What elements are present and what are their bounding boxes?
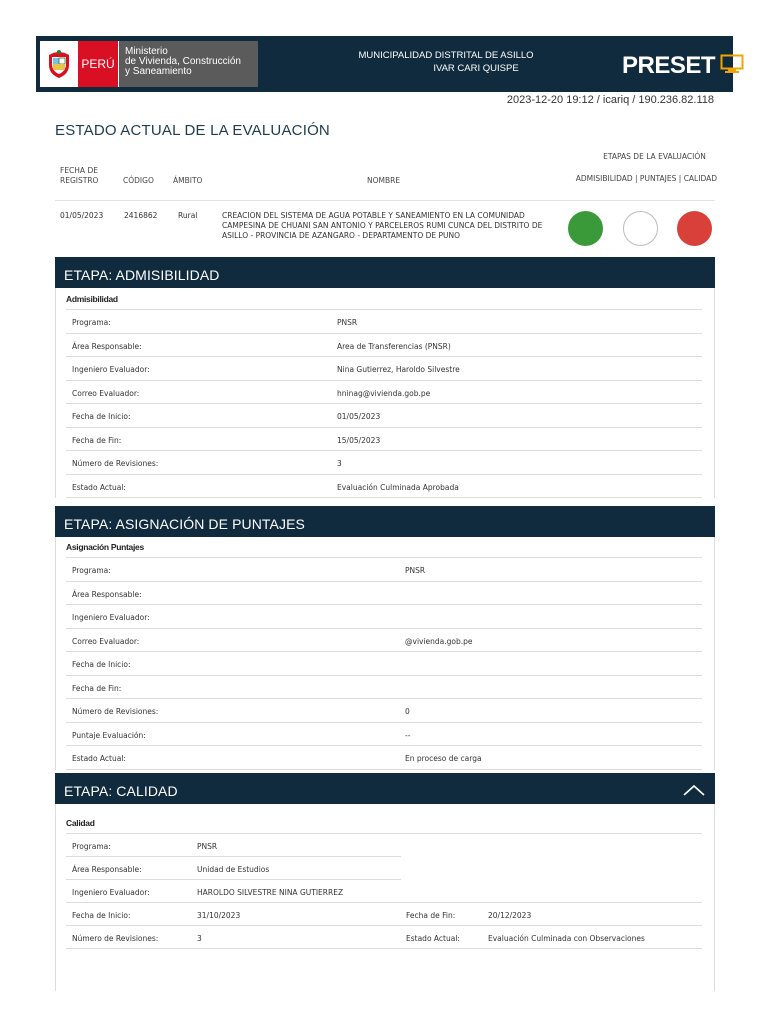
detail-key: Estado Actual: — [72, 482, 126, 492]
detail-value: -- — [405, 730, 411, 740]
col-ambito-header: ÁMBITO — [173, 176, 203, 185]
col-etapas-header: ETAPAS DE LA EVALUACIÓN — [603, 152, 706, 161]
header-user-info — [326, 49, 566, 75]
detail-row — [66, 334, 702, 358]
col-fecha-header — [60, 166, 98, 186]
detail-key: Estado Actual: — [406, 934, 460, 943]
top-header — [36, 36, 733, 92]
detail-key: Ingeniero Evaluador: — [72, 613, 150, 622]
detail-key: Área Responsable: — [72, 341, 142, 351]
ministry-line-2: de Vivienda, Construcción — [125, 56, 241, 67]
detail-row — [66, 357, 702, 381]
stage-calidad-header[interactable] — [55, 773, 715, 804]
detail-key: Número de Revisiones: — [72, 707, 159, 716]
user-name: IVAR CARI QUISPE — [433, 63, 519, 74]
detail-row — [66, 857, 702, 880]
detail-row — [66, 746, 702, 770]
detail-row — [66, 723, 702, 747]
detail-value: HAROLDO SILVESTRE NINA GUTIERREZ — [197, 888, 344, 897]
col-fecha-line1: FECHA DE — [60, 166, 98, 175]
detail-key: Fecha de Fin: — [406, 911, 456, 920]
ministry-logo[interactable] — [40, 41, 258, 87]
row-ambito: Rural — [178, 211, 198, 220]
section-subtitle: Calidad — [66, 818, 702, 834]
municipality-name: MUNICIPALIDAD DISTRITAL DE ASILLO — [358, 50, 534, 61]
detail-row — [66, 475, 702, 499]
detail-value: hninag@vivienda.gob.pe — [337, 388, 431, 398]
row-codigo: 2416862 — [124, 211, 158, 220]
detail-value: PNSR — [197, 842, 218, 851]
detail-key: Número de Revisiones: — [72, 459, 159, 468]
preset-label: PRESET — [622, 51, 716, 79]
row-nombre: CREACION DEL SISTEMA DE AGUA POTABLE Y SANEAMIENTO EN LA COMUNIDAD CAMPESINA DE CHUANI SAN ANTONIO Y PARCELEROS RUMI CUNCA DEL DISTRITO DE ASILLO - PROVINCIA DE AZANGARO - DEPARTAMENTO DE PUNO — [222, 211, 543, 240]
page-title: ESTADO ACTUAL DE LA EVALUACIÓN — [55, 122, 330, 139]
admisibilidad-status-indicator[interactable] — [568, 211, 603, 246]
detail-key: Número de Revisiones: — [72, 934, 159, 943]
stage-title: ETAPA: ASIGNACIÓN DE PUNTAJES — [64, 516, 305, 532]
detail-value: Evaluación Culminada con Observaciones — [488, 934, 645, 943]
detail-row — [66, 699, 702, 723]
detail-key: Programa: — [72, 566, 111, 575]
detail-key: Fecha de Inicio: — [72, 412, 131, 421]
detail-key: Programa: — [72, 318, 111, 327]
detail-key: Fecha de Fin: — [72, 435, 122, 445]
row-fecha: 01/05/2023 — [60, 211, 104, 220]
detail-row — [66, 582, 702, 606]
stage-admisibilidad-header[interactable] — [55, 257, 715, 288]
stage-title: ETAPA: ADMISIBILIDAD — [64, 267, 220, 283]
detail-row — [66, 903, 702, 926]
detail-key: Área Responsable: — [72, 589, 142, 599]
stage-puntajes — [55, 506, 715, 770]
monitor-icon — [720, 53, 744, 81]
ministry-line-3: y Saneamiento — [125, 66, 192, 77]
detail-row — [66, 451, 702, 475]
detail-key: Estado Actual: — [72, 754, 126, 763]
stage-admisibilidad-body — [55, 288, 715, 498]
detail-row — [66, 834, 702, 857]
stage-puntajes-body — [55, 537, 715, 770]
preset-brand[interactable] — [622, 50, 744, 81]
row-divider — [66, 948, 702, 949]
detail-value: PNSR — [337, 318, 358, 327]
detail-value: 31/10/2023 — [197, 911, 241, 920]
detail-value: Nina Gutierrez, Haroldo Silvestre — [337, 365, 460, 374]
peru-shield-icon — [40, 41, 78, 87]
detail-row — [66, 381, 702, 405]
detail-key: Fecha de Inicio: — [72, 660, 131, 669]
detail-value: Area de Transferencias (PNSR) — [337, 341, 451, 351]
section-subtitle: Asignación Puntajes — [66, 542, 702, 558]
detail-key: Correo Evaluador: — [72, 636, 140, 646]
detail-row — [66, 605, 702, 629]
chevron-up-icon[interactable] — [683, 783, 705, 799]
detail-key: Correo Evaluador: — [72, 388, 140, 398]
calidad-status-indicator[interactable] — [677, 211, 712, 246]
detail-row — [66, 629, 702, 653]
puntajes-status-indicator[interactable] — [623, 211, 658, 246]
summary-table-header — [60, 150, 715, 190]
detail-key: Fecha de Inicio: — [72, 911, 131, 920]
detail-key: Ingeniero Evaluador: — [72, 888, 150, 897]
detail-value: 3 — [197, 934, 202, 943]
table-row — [55, 200, 715, 256]
stage-calidad — [55, 773, 715, 991]
col-fecha-line2: REGISTRO — [60, 176, 99, 185]
detail-key: Ingeniero Evaluador: — [72, 365, 150, 374]
stage-puntajes-header[interactable] — [55, 506, 715, 537]
detail-value: 15/05/2023 — [337, 435, 381, 445]
detail-row — [66, 310, 702, 334]
detail-row — [66, 880, 702, 903]
detail-row — [66, 652, 702, 676]
col-nombre-header: NOMBRE — [367, 176, 401, 185]
section-subtitle: Admisibilidad — [66, 294, 702, 310]
detail-key: Área Responsable: — [72, 865, 142, 874]
ministry-line-1: Ministerio — [125, 46, 168, 57]
detail-row — [66, 926, 702, 949]
detail-key: Programa: — [72, 842, 111, 851]
detail-value: PNSR — [405, 566, 426, 575]
stage-admisibilidad — [55, 257, 715, 498]
detail-value: Evaluación Culminada Aprobada — [337, 482, 459, 492]
detail-value: Unidad de Estudios — [197, 865, 270, 874]
detail-key: Fecha de Fin: — [72, 683, 122, 693]
detail-row — [66, 558, 702, 582]
detail-row — [66, 428, 702, 452]
session-stamp: 2023-12-20 19:12 / icariq / 190.236.82.118 — [506, 94, 714, 106]
col-codigo-header: CÓDIGO — [123, 176, 154, 185]
ministry-name — [118, 41, 258, 87]
detail-value: 01/05/2023 — [337, 412, 381, 421]
stage-calidad-body — [55, 804, 715, 991]
detail-value: 3 — [337, 459, 342, 468]
stage-title: ETAPA: CALIDAD — [64, 783, 178, 799]
col-etapas-subheader: ADMISIBILIDAD | PUNTAJES | CALIDAD — [575, 174, 717, 183]
detail-row — [66, 404, 702, 428]
peru-label: PERÚ — [78, 41, 118, 87]
detail-value: 0 — [405, 707, 410, 716]
detail-value: @vivienda.gob.pe — [405, 636, 473, 646]
detail-value: 20/12/2023 — [488, 911, 532, 920]
detail-key: Puntaje Evaluación: — [72, 730, 146, 740]
detail-value: En proceso de carga — [405, 754, 482, 763]
detail-row — [66, 676, 702, 700]
